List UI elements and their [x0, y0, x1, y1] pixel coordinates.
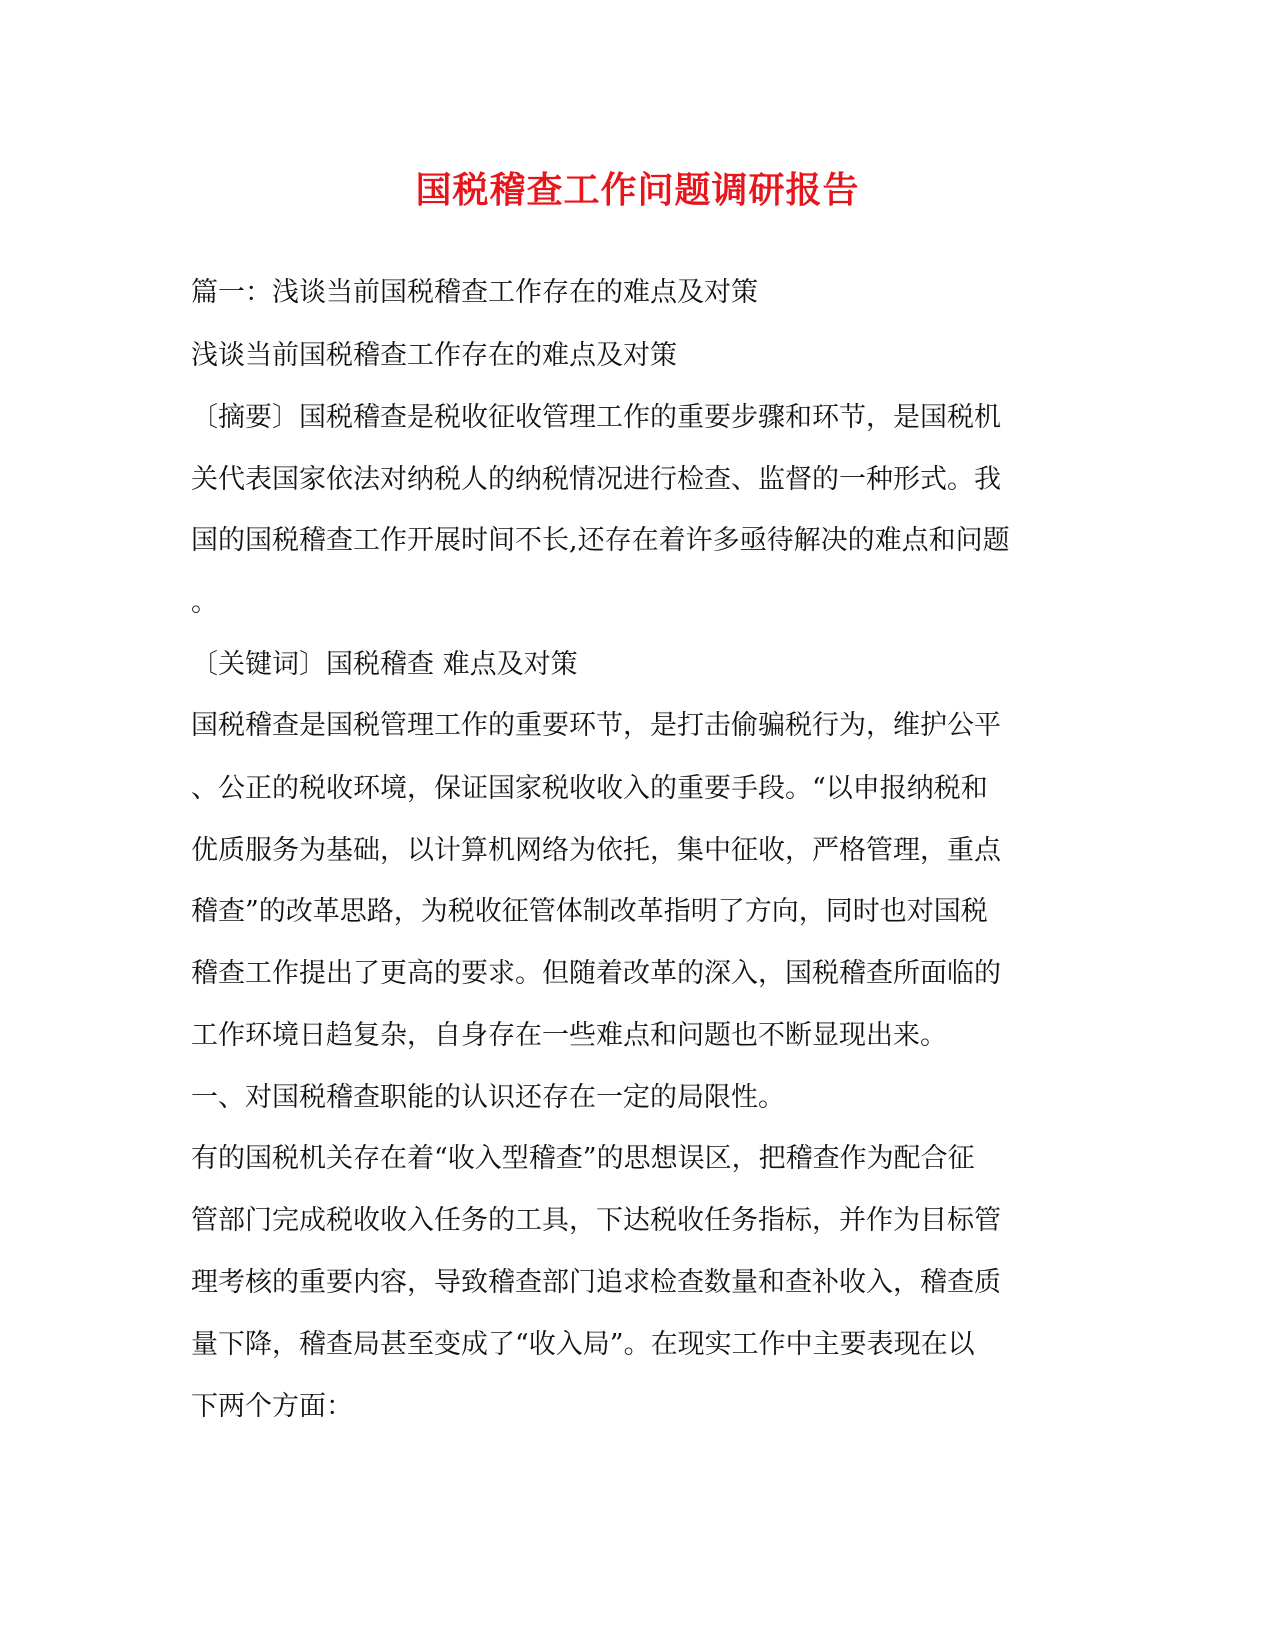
section-heading: 一、对国税稽查职能的认识还存在一定的局限性。	[191, 1082, 785, 1113]
body-line: 〔摘要〕国税稽查是税收征收管理工作的重要步骤和环节，是国税机	[191, 402, 1001, 433]
body-line: 管部门完成税收收入任务的工具，下达税收任务指标，并作为目标管	[191, 1205, 1001, 1236]
body-line: 稽查工作提出了更高的要求。但随着改革的深入，国税稽查所面临的	[191, 958, 1001, 989]
body-line: 下两个方面：	[191, 1391, 353, 1422]
body-line: 〔关键词〕国税稽查 难点及对策	[191, 649, 578, 680]
body-line: 国的国税稽查工作开展时间不长,还存在着许多亟待解决的难点和问题	[191, 525, 1010, 556]
body-line: 工作环境日趋复杂，自身存在一些难点和问题也不断显现出来。	[191, 1020, 947, 1051]
body-line: 篇一：浅谈当前国税稽查工作存在的难点及对策	[191, 277, 758, 308]
body-line: 量下降，稽查局甚至变成了“收入局”。在现实工作中主要表现在以	[191, 1329, 975, 1360]
body-line: 有的国税机关存在着“收入型稽查”的思想误区，把稽查作为配合征	[191, 1143, 975, 1174]
body-line: 。	[191, 587, 218, 618]
body-line: 浅谈当前国税稽查工作存在的难点及对策	[191, 340, 677, 371]
document-title: 国税稽查工作问题调研报告	[415, 169, 860, 211]
body-line: 国税稽查是国税管理工作的重要环节，是打击偷骗税行为，维护公平	[191, 710, 1001, 741]
body-line: 优质服务为基础，以计算机网络为依托，集中征收，严格管理，重点	[191, 835, 1001, 866]
body-line: 稽查”的改革思路，为税收征管体制改革指明了方向，同时也对国税	[191, 896, 988, 927]
body-line: 理考核的重要内容，导致稽查部门追求检查数量和查补收入，稽查质	[191, 1267, 1001, 1298]
body-line: 关代表国家依法对纳税人的纳税情况进行检查、监督的一种形式。我	[191, 464, 1001, 495]
body-line: 、公正的税收环境，保证国家税收收入的重要手段。“以申报纳税和	[191, 773, 988, 804]
